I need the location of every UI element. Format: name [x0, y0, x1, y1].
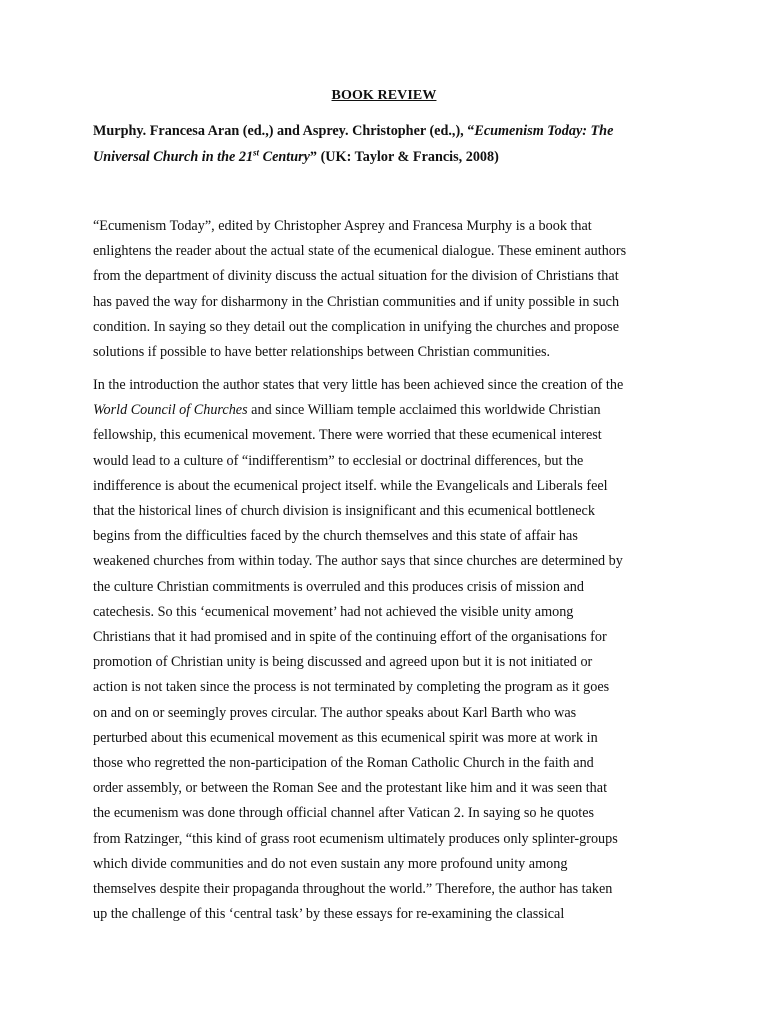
citation-line-2 — [93, 144, 683, 170]
paragraph-line: promotion of Christian unity is being discussed and agreed upon but it is not initiated or — [93, 654, 593, 671]
citation-open-quote: “ — [467, 123, 475, 139]
paragraph-line: perturbed about this ecumenical movement as this ecumenical spirit was more at work in — [93, 729, 598, 746]
paragraph-2 — [93, 373, 683, 927]
paragraph-line: indifference is about the ecumenical project itself. while the Evangelicals and Liberals feel — [93, 477, 608, 494]
paragraph-line: action is not taken since the process is not terminated by completing the program as it goes — [93, 679, 610, 696]
paragraph-line: “Ecumenism Today”, edited by Christopher Asprey and Francesa Murphy is a book that — [93, 218, 592, 234]
paragraph-line: up the challenge of this ‘central task’ by these essays for re-examining the classical — [93, 906, 565, 923]
paragraph-line: solutions if possible to have better relationships between Christian communities. — [93, 344, 551, 361]
paragraph-line: the ecumenism was done through official channel after Vatican 2. In saying so he quotes — [93, 805, 595, 822]
citation-publisher: (UK: Taylor & Francis, 2008) — [317, 149, 499, 165]
citation-authors: Murphy. Francesa Aran (ed.,) and Asprey. Christopher (ed.,), — [93, 123, 468, 139]
paragraph-1 — [93, 214, 683, 365]
citation-title-superscript: st — [253, 147, 260, 158]
citation-title-part2: Universal Church in the 21 — [93, 149, 254, 165]
paragraph-line: enlightens the reader about the actual state of the ecumenical dialogue. These eminent authors — [93, 243, 627, 260]
paragraph-line: catechesis. So this ‘ecumenical movement’ had not achieved the visible unity among — [93, 603, 574, 620]
paragraph-line-rest: and since William temple acclaimed this worldwide Christian — [247, 402, 601, 419]
citation-title-part3: Century — [259, 149, 310, 165]
paragraph-line: would lead to a culture of “indifferentism” to ecclesial or doctrinal differences, but the — [93, 452, 584, 469]
paragraph-line: which divide communities and do not even sustain any more profound unity among — [93, 855, 568, 872]
paragraph-line: begins from the difficulties faced by the church themselves and this state of affair has — [93, 528, 578, 545]
paragraph-line: has paved the way for disharmony in the Christian communities and if unity possible in such — [93, 293, 620, 310]
page-title: BOOK REVIEW — [331, 88, 437, 103]
citation-close-quote: ” — [309, 149, 318, 165]
paragraph-line: on and on or seemingly proves circular. The author speaks about Karl Barth who was — [93, 704, 577, 721]
italic-phrase: World Council of Churches — [93, 402, 248, 419]
paragraph-line: In the introduction the author states that very little has been achieved since the creation of the — [93, 377, 624, 393]
paragraph-line: the culture Christian commitments is overruled and this produces crisis of mission and — [93, 578, 584, 595]
book-citation — [93, 118, 683, 170]
paragraph-line: weakened churches from within today. The author says that since churches are determined by — [93, 553, 623, 570]
citation-title-part1: Ecumenism Today: The — [474, 123, 614, 139]
paragraph-line: from Ratzinger, “this kind of grass root ecumenism ultimately produces only splinter-groups — [93, 830, 618, 847]
paragraph-line: condition. In saying so they detail out the complication in unifying the churches and propose — [93, 318, 620, 335]
paragraph-line: themselves despite their propaganda throughout the world.” Therefore, the author has taken — [93, 881, 613, 898]
paragraph-line: fellowship, this ecumenical movement. There were worried that these ecumenical interest — [93, 427, 602, 444]
paragraph-line: those who regretted the non-participation of the Roman Catholic Church in the faith and — [93, 755, 594, 772]
paragraph-line-with-italic — [93, 398, 683, 423]
paragraph-line: order assembly, or between the Roman See and the protestant like him and it was seen that — [93, 780, 608, 797]
paragraph-line: from the department of divinity discuss the actual situation for the division of Christians that — [93, 268, 619, 285]
paragraph-line: that the historical lines of church division is insignificant and this ecumenical bottleneck — [93, 503, 595, 520]
citation-line-1 — [93, 118, 683, 144]
paragraph-line: Christians that it had promised and in spite of the continuing effort of the organisations for — [93, 629, 607, 646]
